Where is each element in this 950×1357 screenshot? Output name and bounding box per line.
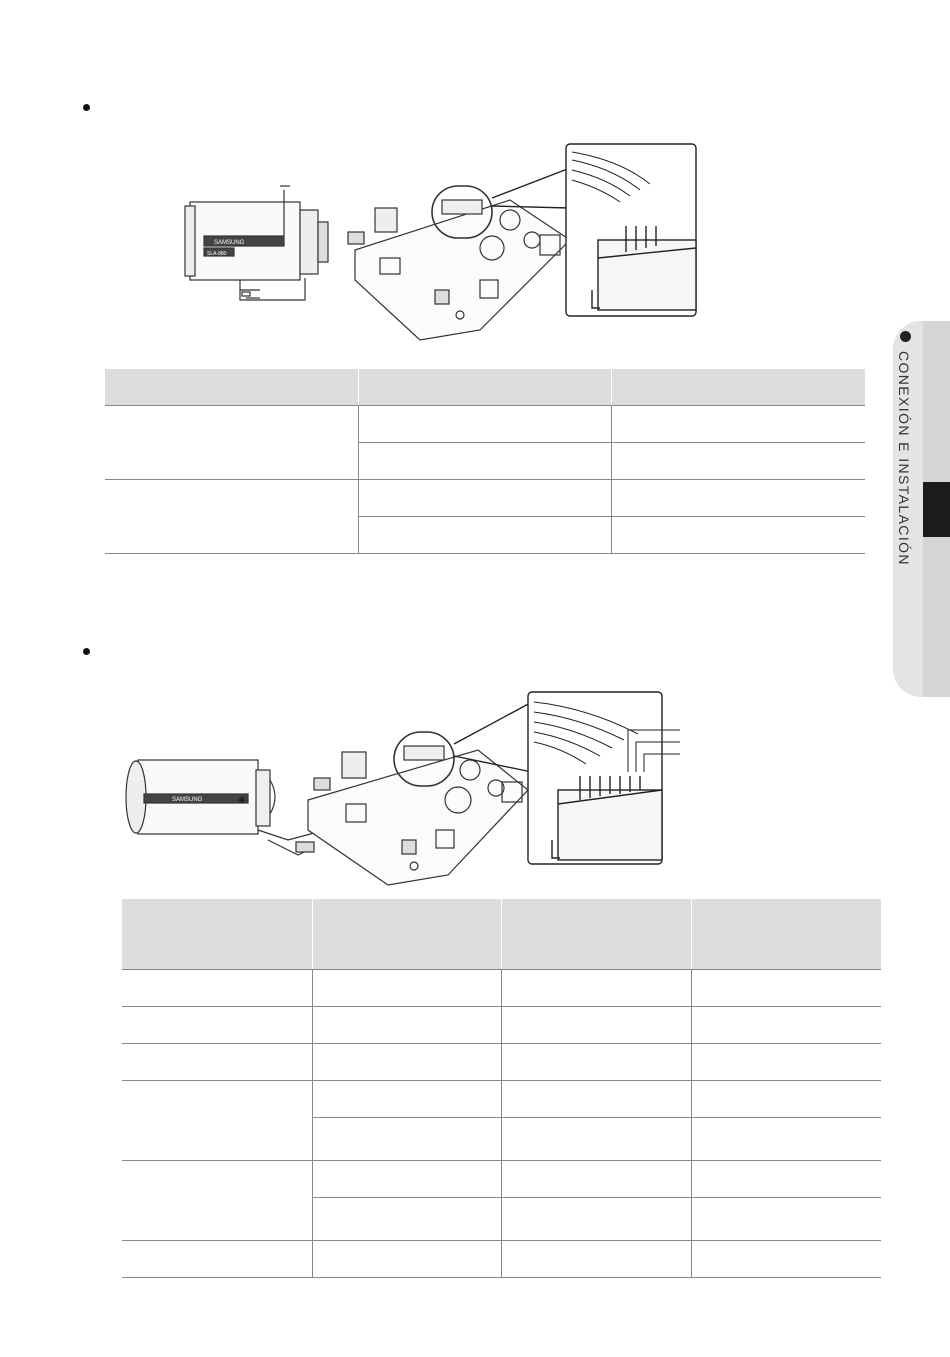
table-header-cell bbox=[691, 899, 881, 970]
table-cell bbox=[312, 970, 501, 1007]
table-cell bbox=[312, 1161, 501, 1198]
table-row bbox=[122, 1044, 881, 1081]
table-header-cell bbox=[501, 899, 691, 970]
table-header-cell bbox=[312, 899, 501, 970]
table-cell bbox=[122, 1007, 312, 1044]
table-cell bbox=[312, 1007, 501, 1044]
table-cell bbox=[611, 443, 865, 480]
table-cell bbox=[358, 517, 611, 554]
table-group-cell bbox=[105, 480, 358, 554]
side-tab-marker bbox=[923, 482, 950, 537]
table-header-cell bbox=[358, 369, 611, 406]
table-cell bbox=[501, 1198, 691, 1241]
camera-connection-figure bbox=[118, 690, 688, 890]
table-cell bbox=[501, 1081, 691, 1118]
lens-wiring-table bbox=[105, 369, 865, 554]
section-side-tab[interactable] bbox=[893, 321, 950, 697]
pcb-board-illustration bbox=[348, 186, 570, 340]
camera-illustration bbox=[126, 760, 318, 855]
table-cell bbox=[691, 1161, 881, 1198]
table-cell bbox=[122, 1241, 312, 1278]
table-cell bbox=[312, 1118, 501, 1161]
table-cell bbox=[312, 1044, 501, 1081]
table-row bbox=[122, 1007, 881, 1044]
lens-brand-text: SAMSUNG bbox=[214, 240, 245, 246]
table-cell bbox=[501, 1161, 691, 1198]
table-row bbox=[122, 1161, 881, 1198]
table-cell bbox=[501, 1007, 691, 1044]
table-cell bbox=[691, 1198, 881, 1241]
table-cell bbox=[611, 517, 865, 554]
table-cell bbox=[358, 443, 611, 480]
table-header-row bbox=[105, 369, 865, 406]
table-row bbox=[105, 480, 865, 517]
table-group-cell bbox=[122, 1081, 312, 1161]
table-header-cell bbox=[122, 899, 312, 970]
table-header-row bbox=[122, 899, 881, 970]
bullet-1 bbox=[83, 104, 90, 111]
lens-model-text: SLA-880 bbox=[207, 251, 227, 257]
table-group-cell bbox=[105, 406, 358, 480]
table-cell bbox=[691, 1081, 881, 1118]
table-header-cell bbox=[611, 369, 865, 406]
table-cell bbox=[691, 1241, 881, 1278]
table-cell bbox=[611, 406, 865, 443]
camera-wiring-table bbox=[122, 899, 881, 1278]
side-tab-dot bbox=[900, 331, 911, 342]
table-cell bbox=[501, 970, 691, 1007]
pcb-board-illustration bbox=[308, 732, 528, 885]
table-cell bbox=[501, 1241, 691, 1278]
table-cell bbox=[611, 480, 865, 517]
table-cell bbox=[358, 480, 611, 517]
table-row bbox=[122, 970, 881, 1007]
camera-brand-text: SAMSUNG bbox=[172, 797, 203, 803]
table-cell bbox=[122, 970, 312, 1007]
table-group-cell bbox=[122, 1161, 312, 1241]
table-cell bbox=[312, 1198, 501, 1241]
table-cell bbox=[501, 1118, 691, 1161]
side-tab-label: CONEXIÓN E INSTALACIÓN bbox=[896, 351, 912, 566]
table-cell bbox=[501, 1044, 691, 1081]
lens-connection-figure bbox=[180, 140, 700, 345]
table-row bbox=[122, 1241, 881, 1278]
table-cell bbox=[691, 1118, 881, 1161]
table-cell bbox=[691, 1044, 881, 1081]
table-cell bbox=[691, 1007, 881, 1044]
bullet-2 bbox=[83, 648, 90, 655]
table-row bbox=[105, 406, 865, 443]
zoom-lens-illustration bbox=[185, 186, 328, 300]
table-cell bbox=[122, 1044, 312, 1081]
table-row bbox=[122, 1081, 881, 1118]
table-cell bbox=[312, 1241, 501, 1278]
table-cell bbox=[312, 1081, 501, 1118]
table-header-cell bbox=[105, 369, 358, 406]
table-cell bbox=[358, 406, 611, 443]
table-cell bbox=[691, 970, 881, 1007]
